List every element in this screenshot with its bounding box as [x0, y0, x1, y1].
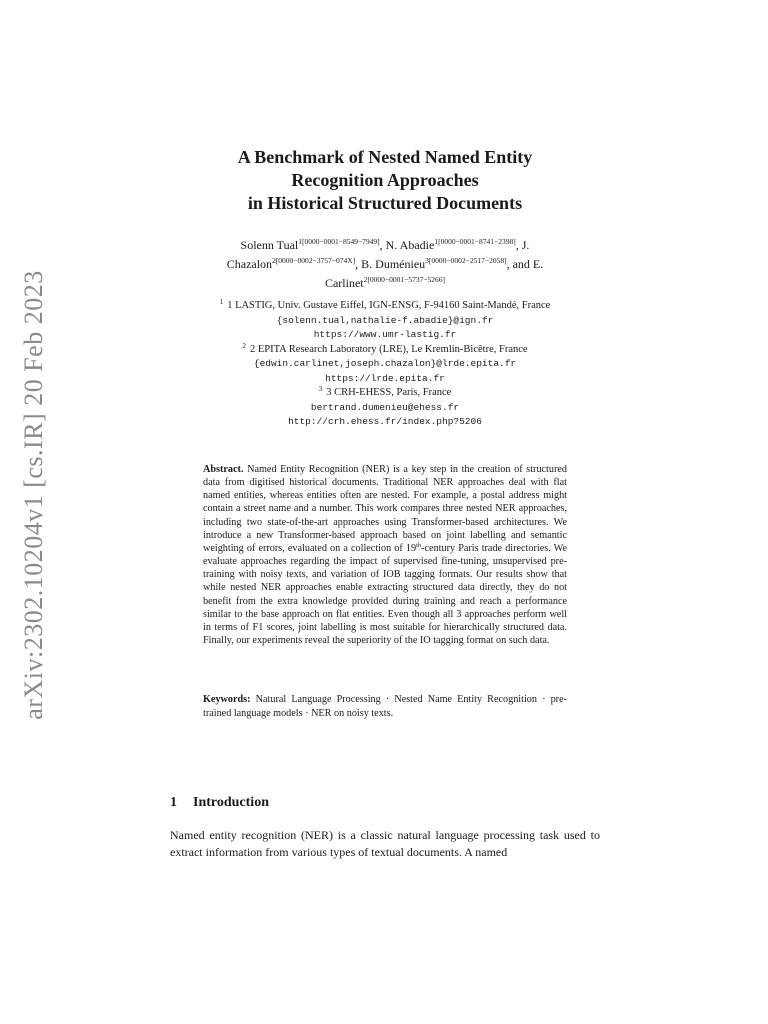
- affiliation-url[interactable]: https://www.umr-lastig.fr: [313, 329, 457, 340]
- title-line-3: in Historical Structured Documents: [247, 193, 523, 213]
- paper-title: [167, 146, 603, 215]
- author-orcid: 3[0000−0002−2517−2058]: [425, 256, 507, 265]
- keywords: [203, 693, 567, 720]
- author-name: , B. Duménieu: [355, 257, 426, 271]
- author-line-2: [167, 255, 603, 274]
- arxiv-identifier: arXiv:2302.10204v1 [cs.IR] 20 Feb 2023: [19, 270, 48, 720]
- author-name: Carlinet: [324, 276, 364, 290]
- abstract-label: Abstract.: [203, 464, 244, 475]
- author-list: [167, 236, 603, 293]
- author-line-1: [167, 236, 603, 255]
- affiliation-1: [167, 299, 603, 314]
- author-orcid: 1[0000−0001−8549−7949]: [298, 237, 380, 246]
- author-line-3: [167, 274, 603, 293]
- affiliation-text: 1 LASTIG, Univ. Gustave Eiffel, IGN-ENSG, F-94160 Saint-Mandé, France: [227, 300, 551, 311]
- section-number: 1: [170, 795, 177, 810]
- keywords-label: Keywords:: [203, 694, 251, 705]
- abstract-superscript: th: [416, 541, 422, 549]
- author-name: , and E.: [506, 257, 544, 271]
- affiliation-email: bertrand.dumenieu@ehess.fr: [310, 401, 460, 413]
- title-line-1: A Benchmark of Nested Named Entity: [237, 147, 533, 167]
- intro-paragraph: Named entity recognition (NER) is a classic natural language processing task used to extract information from various types of textual documents. A named: [170, 828, 600, 859]
- affiliation-2: [167, 343, 603, 358]
- abstract: [203, 463, 567, 647]
- author-orcid: 1[0000−0001−8741−2398]: [434, 237, 516, 246]
- section-title: Introduction: [193, 795, 269, 810]
- author-orcid: 2[0000−0002−3757−074X]: [272, 256, 356, 265]
- affiliation-text: 2 EPITA Research Laboratory (LRE), Le Kremlin-Bicêtre, France: [249, 343, 528, 355]
- affiliation-marker: 1: [219, 298, 224, 306]
- author-name: , N. Abadie: [379, 238, 435, 252]
- author-name: Solenn Tual: [240, 238, 299, 252]
- title-line-2: Recognition Approaches: [291, 170, 479, 190]
- keywords-text: Natural Language Processing · Nested Name Entity Recognition · pre-trained language models · NER on noisy texts.: [203, 694, 567, 719]
- affiliation-email: {edwin.carlinet,joseph.chazalon}@lrde.epita.fr: [253, 358, 517, 369]
- abstract-text: Named Entity Recognition (NER) is a key step in the creation of structured data from digitised historical documents. Traditional NER approaches deal with flat named entities, whereas entities often are nested. For example, a postal address might contain a street name and a number. This work compares three nested NER approaches, including two state-of-the-art approaches using Transformer-based architectures. We introduce a new Transformer-based approach based on joint labelling and semantic weighting of errors, evaluated on a collection of 19: [203, 464, 567, 554]
- affiliation-url[interactable]: https://lrde.epita.fr: [325, 372, 445, 384]
- section-heading: [170, 795, 600, 811]
- author-name: Chazalon: [226, 257, 273, 271]
- affiliation-url[interactable]: http://crh.ehess.fr/index.php?5206: [288, 416, 482, 427]
- affiliation-email: {solenn.tual,nathalie-f.abadie}@ign.fr: [276, 314, 494, 326]
- affiliation-marker: 3: [318, 385, 323, 393]
- abstract-text-cont: -century Paris trade directories. We evaluate approaches regarding the impact of supervised fine-tuning, unsupervised pre-training with noisy texts, and variation of IOB tagging formats. Our results show that while nested NER approaches enable extracting structured data directly, they do not benefit from the extra knowledge provided during training and reach a performance similar to the base approach on flat entities. Even though all 3 approaches perform well in terms of F1 scores, joint labelling is most suitable for hierarchically structured data. Finally, our experiments reveal the superiority of the IO tagging format on such data.: [203, 542, 567, 647]
- affiliation-marker: 2: [242, 341, 246, 350]
- affiliation-text: 3 CRH-EHESS, Paris, France: [326, 387, 452, 398]
- arxiv-sidebar: [12, 270, 56, 720]
- author-name: , J.: [515, 238, 530, 252]
- affiliations: [167, 299, 603, 430]
- author-orcid: 2[0000−0001−5737−5266]: [363, 275, 446, 284]
- affiliation-3: [167, 386, 603, 401]
